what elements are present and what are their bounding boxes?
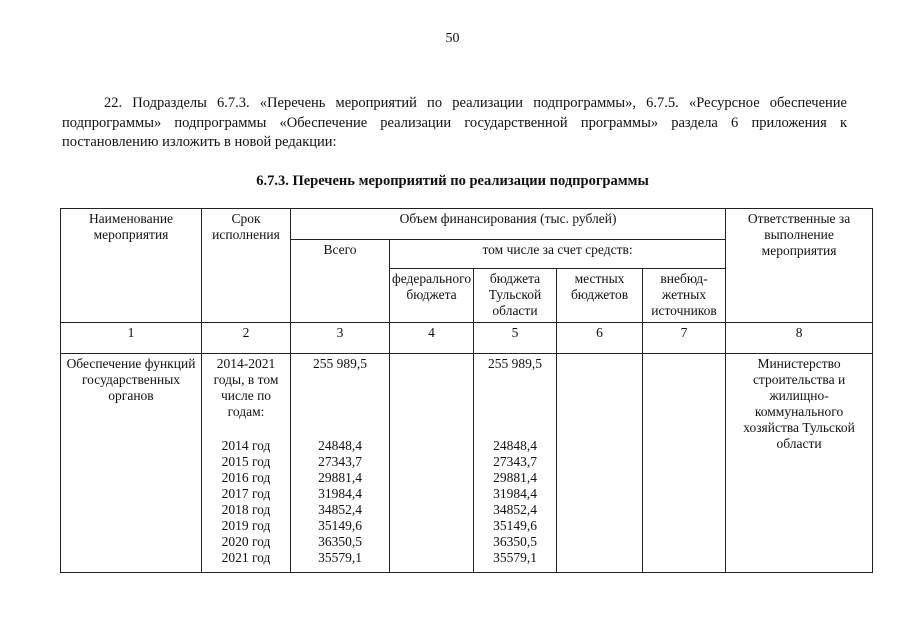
year-item: 2019 год [221,518,271,533]
year-item: 2017 год [221,486,271,501]
term-header: 2014-2021 годы, в том числе по годам: [213,356,279,419]
header-term: Срок исполнения [202,209,291,323]
total-year-value: 31984,4 [318,486,362,501]
term-cell [202,354,291,573]
year-item: 2014 год [221,438,271,453]
event-name: Обеспечение функций государственных органов [61,354,202,573]
events-table [60,208,873,573]
column-number: 1 [61,323,202,354]
tula-year-value: 29881,4 [493,470,537,485]
column-number: 4 [390,323,474,354]
tula-year-value: 36350,5 [493,534,537,549]
tula-year-value: 27343,7 [493,454,537,469]
tula-year-value: 24848,4 [493,438,537,453]
column-number: 7 [643,323,726,354]
tula-year-value: 35149,6 [493,518,537,533]
header-including: том числе за счет средств: [390,240,726,269]
column-number-row [61,323,873,354]
year-item: 2015 год [221,454,271,469]
total-year-value: 34852,4 [318,502,362,517]
year-item: 2018 год [221,502,271,517]
tula-year-value: 34852,4 [493,502,537,517]
total-year-value: 36350,5 [318,534,362,549]
federal-cell [390,354,474,573]
section-title: 6.7.3. Перечень мероприятий по реализации подпрограммы [256,173,649,189]
year-item: 2016 год [221,470,271,485]
total-year-value: 29881,4 [318,470,362,485]
tula-year-value: 31984,4 [493,486,537,501]
year-item: 2021 год [221,550,271,565]
extra-cell [643,354,726,573]
column-number: 6 [557,323,643,354]
total-all: 255 989,5 [313,356,367,371]
year-item: 2020 год [221,534,271,549]
column-number: 3 [291,323,390,354]
tula-by-year-list [476,438,554,566]
total-year-value: 35579,1 [318,550,362,565]
tula-year-value: 35579,1 [493,550,537,565]
column-number: 8 [726,323,873,354]
header-federal: федерального бюджета [390,269,474,323]
header-funding: Объем финансирования (тыс. рублей) [291,209,726,240]
header-local: местных бюджетов [557,269,643,323]
local-cell [557,354,643,573]
header-extra: внебюд-жетных источников [643,269,726,323]
column-number: 5 [474,323,557,354]
header-total: Всего [291,240,390,323]
total-cell [291,354,390,573]
year-list [204,438,288,566]
total-year-value: 24848,4 [318,438,362,453]
header-tula: бюджета Тульской области [474,269,557,323]
total-year-value: 35149,6 [318,518,362,533]
total-by-year-list [293,438,387,566]
total-year-value: 27343,7 [318,454,362,469]
header-responsible: Ответственные за выполнение мероприятия [726,209,873,323]
table-row [61,354,873,573]
header-name: Наименование мероприятия [61,209,202,323]
tula-cell [474,354,557,573]
tula-all: 255 989,5 [488,356,542,371]
responsible-cell: Министерство строительства и жилищно-коммунального хозяйства Тульской области [726,354,873,573]
intro-paragraph: 22. Подразделы 6.7.3. «Перечень мероприятий по реализации подпрограммы», 6.7.5. «Ресурсное обеспечение подпрограммы» подпрограммы «Обеспечение реализации государственной программы» раздела 6 приложения к постановлению изложить в новой редакции: [62,95,847,150]
page-number: 50 [445,31,460,46]
column-number: 2 [202,323,291,354]
